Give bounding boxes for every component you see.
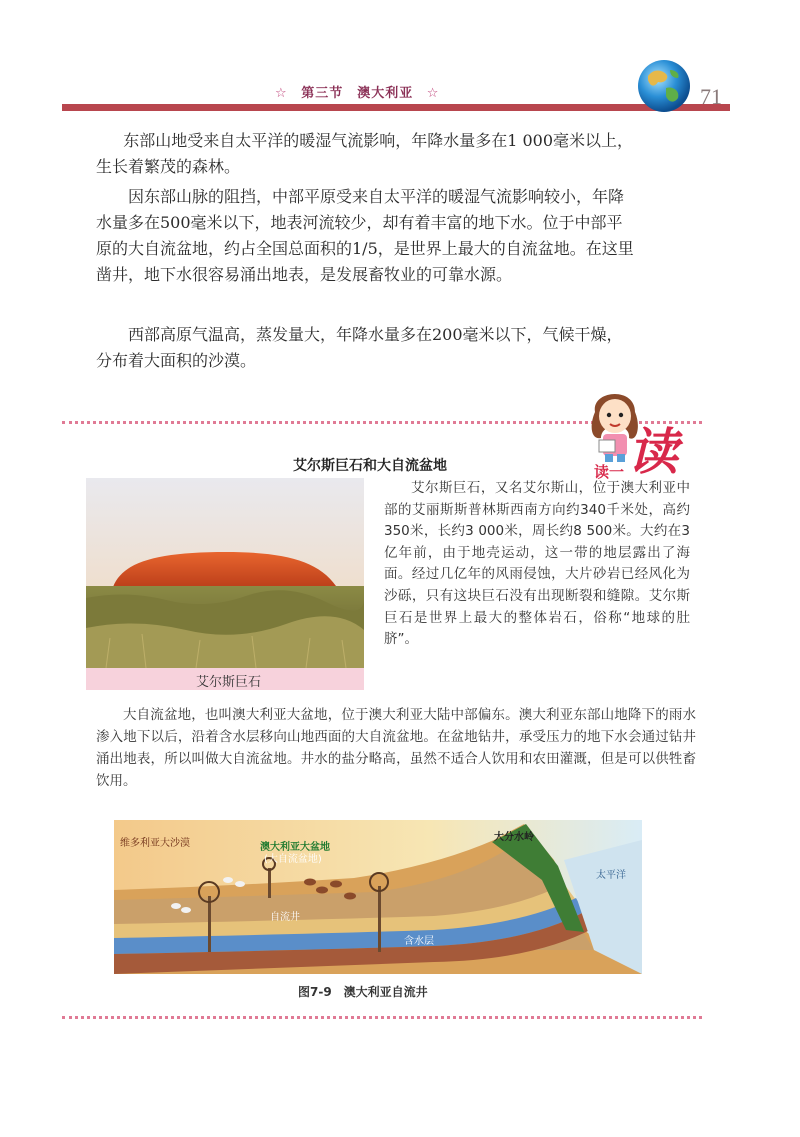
page-number: 71 bbox=[700, 84, 722, 109]
figure-caption: 图7-9 澳大利亚自流井 bbox=[298, 985, 428, 999]
paragraph-west: 西部高原气温高，蒸发量大，年降水量多在200毫米以下，气候干燥，分布着大面积的沙漠。 bbox=[96, 325, 623, 370]
star-icon: ☆ bbox=[426, 86, 440, 101]
ayers-rock-text: 艾尔斯巨石，又名艾尔斯山，位于澳大利亚中部的艾丽斯斯普林斯西南方向约340千米处，高约350米，长约3 000米，周长约8 500米。大约在3亿年前，由于地壳运动，这一带的地层露出了海面。经过几亿年的风雨侵蚀，大片砂岩已经风化为沙砾，只有这块巨石没有出现断裂和缝隙。艾尔斯巨石是世界上最大的整体岩石，俗称“地球的肚脐”。 bbox=[384, 480, 690, 648]
label-divide: 大分水岭 bbox=[494, 832, 534, 843]
read-logo-prefix: 读一 bbox=[594, 463, 625, 481]
label-basin: 澳大利亚大盆地 bbox=[260, 842, 330, 853]
read-section-title: 艾尔斯巨石和大自流盆地 bbox=[293, 458, 447, 474]
artesian-well-diagram bbox=[114, 820, 642, 974]
read-logo: 读 bbox=[628, 422, 678, 481]
paragraph-east: 东部山地受来自太平洋的暖湿气流影响，年降水量多在1 000毫米以上，生长着繁茂的森林。 bbox=[96, 131, 633, 176]
photo-caption: 艾尔斯巨石 bbox=[196, 675, 262, 690]
label-aquifer: 含水层 bbox=[404, 936, 434, 947]
great-basin-text: 大自流盆地，也叫澳大利亚大盆地，位于澳大利亚大陆中部偏东。澳大利亚东部山地降下的雨水渗入地下以后，沿着含水层移向山地西面的大自流盆地。在盆地钻井，承受压力的地下水会通过钻井涌出地表，所以叫做大自流盆地。井水的盐分略高，虽然不适合人饮用和农田灌溉，但是可以供牲畜饮用。 bbox=[96, 707, 696, 789]
chapter-title: 第三节 澳大利亚 bbox=[301, 86, 414, 101]
label-desert: 维多利亚大沙漠 bbox=[120, 838, 190, 849]
paragraph-central: 因东部山脉的阻挡，中部平原受来自太平洋的暖湿气流影响较小，年降水量多在500毫米以下，地表河流较少，却有着丰富的地下水。位于中部平原的大自流盆地，约占全国总面积的1/5，是世界上最大的自流盆地。在这里凿井，地下水很容易涌出地表，是发展畜牧业的可靠水源。 bbox=[96, 187, 634, 284]
globe-icon bbox=[636, 58, 692, 114]
label-well: 自流井 bbox=[270, 912, 300, 923]
header-bar bbox=[62, 104, 730, 111]
label-ocean: 太平洋 bbox=[596, 870, 626, 881]
star-icon: ☆ bbox=[275, 86, 288, 101]
chapter-header bbox=[275, 82, 439, 101]
label-basin-sub: (大自流盆地) bbox=[264, 854, 322, 865]
ayers-rock-photo bbox=[86, 478, 364, 668]
bottom-divider bbox=[62, 1016, 702, 1019]
